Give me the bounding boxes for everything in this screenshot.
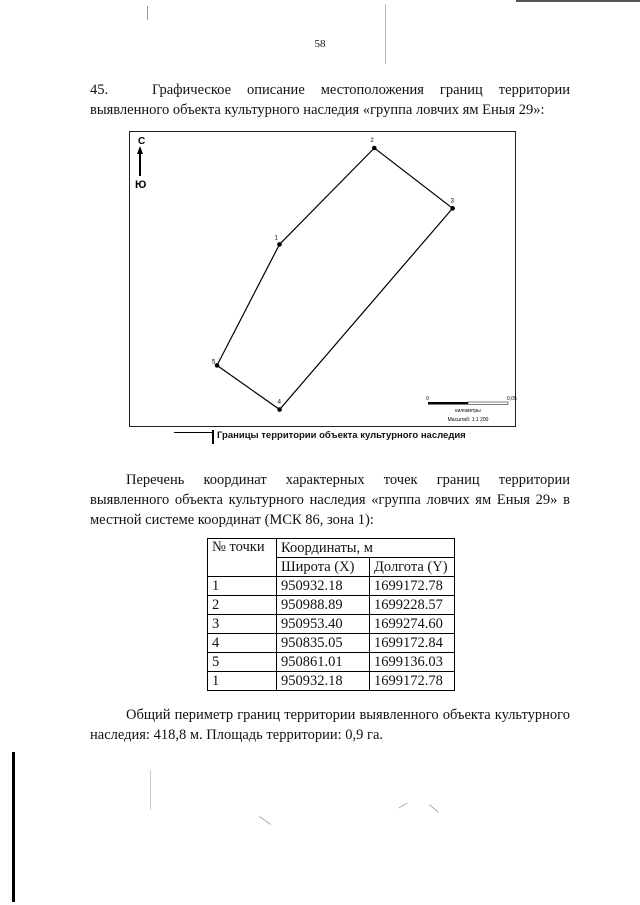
- coordinates-intro: Перечень координат характерных точек границ территории выявленного объекта культурного наследия «группа ловчих ям Еныя 29» в местной системе координат (МСК 86, зона 1):: [90, 472, 570, 528]
- scan-speck: [259, 816, 271, 825]
- row-lon: 1699172.78: [370, 672, 455, 691]
- row-lat: 950988.89: [277, 596, 370, 615]
- summary-text: Общий периметр границ территории выявленного объекта культурного наследия: 418,8 м. Площадь территории: 0,9 га.: [90, 707, 570, 743]
- boundary-polygon: [217, 148, 453, 410]
- row-lat: 950932.18: [277, 577, 370, 596]
- legend-bar-symbol: [212, 430, 214, 444]
- row-point: 2: [208, 596, 277, 615]
- row-lat: 950861.01: [277, 653, 370, 672]
- row-point: 3: [208, 615, 277, 634]
- boundary-point-4: [277, 407, 282, 412]
- scale-start-label: 0: [426, 396, 429, 402]
- row-lat: 950953.40: [277, 615, 370, 634]
- legend-text: Границы территории объекта культурного наследия: [217, 430, 466, 441]
- boundary-point-label: 5: [212, 359, 216, 366]
- row-lon: 1699136.03: [370, 653, 455, 672]
- north-arrow-head: [137, 146, 143, 154]
- scan-edge-rule: [12, 752, 15, 902]
- section-heading-text: Графическое описание местоположения границ территории выявленного объекта культурного наследия «группа ловчих ям Еныя 29»:: [90, 82, 570, 118]
- boundary-point-3: [450, 206, 455, 211]
- header-coords: Координаты, м: [277, 539, 455, 558]
- table-header-row: [208, 539, 455, 558]
- scan-speck: [147, 6, 148, 20]
- boundary-point-5: [215, 363, 220, 368]
- map-legend: [174, 430, 466, 446]
- scale-bar: [426, 396, 517, 423]
- row-point: 4: [208, 634, 277, 653]
- table-row: [208, 596, 455, 615]
- boundary-points: [212, 138, 455, 412]
- legend-line-symbol: [174, 432, 212, 433]
- section-heading: [90, 80, 570, 120]
- boundary-point-label: 1: [274, 235, 278, 242]
- page-number: 58: [314, 38, 326, 50]
- section-number: 45.: [90, 82, 109, 98]
- row-point: 1: [208, 577, 277, 596]
- header-lat: Широта (X): [277, 558, 370, 577]
- table-row: [208, 653, 455, 672]
- boundary-point-label: 4: [277, 399, 281, 406]
- boundary-point-1: [277, 242, 282, 247]
- scale-bar-segment: [428, 402, 468, 405]
- table-row: [208, 577, 455, 596]
- boundary-point-label: 3: [450, 198, 454, 205]
- top-rule: [516, 0, 640, 2]
- row-lon: 1699228.57: [370, 596, 455, 615]
- header-lon: Долгота (Y): [370, 558, 455, 577]
- row-lat: 950932.18: [277, 672, 370, 691]
- scale-unit-label: километры: [455, 408, 481, 414]
- row-lon: 1699172.78: [370, 577, 455, 596]
- boundary-map: [129, 131, 516, 427]
- row-point: 5: [208, 653, 277, 672]
- scan-speck: [429, 804, 439, 812]
- boundary-point-2: [372, 146, 377, 151]
- north-label: С: [138, 136, 146, 147]
- table-row: [208, 634, 455, 653]
- row-point: 1: [208, 672, 277, 691]
- scale-ratio-label: Масштаб: 1:1 200: [447, 417, 489, 423]
- scan-speck: [385, 4, 386, 64]
- scale-bar-segment: [468, 402, 508, 405]
- row-lon: 1699172.84: [370, 634, 455, 653]
- row-lon: 1699274.60: [370, 615, 455, 634]
- table-row: [208, 615, 455, 634]
- row-lat: 950835.05: [277, 634, 370, 653]
- north-arrow: [135, 136, 146, 191]
- boundary-point-label: 2: [370, 138, 374, 144]
- scan-speck: [150, 770, 151, 810]
- header-point: № точки: [208, 539, 277, 577]
- table-row: [208, 672, 455, 691]
- coordinates-table: [207, 538, 455, 691]
- scale-end-label: 0,05: [507, 396, 517, 402]
- map-canvas: [130, 132, 515, 426]
- scan-speck: [398, 803, 407, 809]
- south-label: Ю: [135, 179, 147, 191]
